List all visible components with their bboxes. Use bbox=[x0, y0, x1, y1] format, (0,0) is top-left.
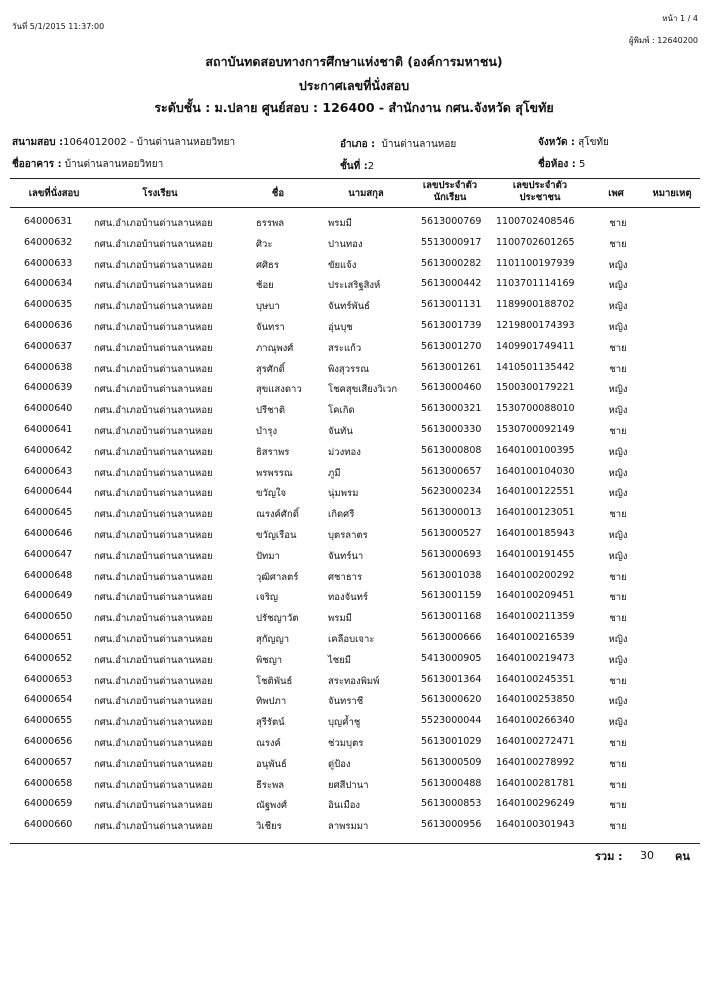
sex: หญิง bbox=[608, 654, 628, 666]
sex: ชาย bbox=[609, 509, 627, 521]
table-row bbox=[0, 382, 708, 403]
seat-number: 64000652 bbox=[24, 652, 73, 664]
student-id: 5613000808 bbox=[421, 444, 482, 456]
last-name: พรมมี bbox=[328, 218, 352, 229]
seat-number: 64000641 bbox=[24, 424, 73, 435]
citizen-id: 1640100301943 bbox=[496, 819, 575, 831]
table-row bbox=[0, 258, 708, 279]
exam-site-value: 1064012002 - บ้านด่านลานหอยวิทยา bbox=[63, 137, 236, 148]
citizen-id: 1640100100395 bbox=[496, 444, 575, 456]
sex: ชาย bbox=[609, 571, 627, 583]
seat-number: 64000633 bbox=[24, 257, 73, 269]
seat-number: 64000638 bbox=[24, 361, 73, 373]
first-name: ทิพปภา bbox=[256, 696, 287, 708]
last-name: เคลือบเจาะ bbox=[328, 634, 375, 645]
student-id: 5613001261 bbox=[421, 361, 482, 373]
sex: หญิง bbox=[608, 467, 628, 479]
sex: หญิง bbox=[608, 301, 628, 313]
table-row bbox=[0, 778, 708, 799]
first-name: พิชญา bbox=[256, 654, 283, 666]
school-name: กศน.อำเภอบ้านด่านลานหอย bbox=[94, 821, 213, 833]
school-name: กศน.อำเภอบ้านด่านลานหอย bbox=[94, 592, 213, 604]
citizen-id: 1640100266340 bbox=[496, 715, 575, 727]
first-name: เจริญ bbox=[256, 592, 279, 604]
last-name: พิงสุวรรณ bbox=[328, 363, 370, 375]
floor-label: ชั้นที่ : bbox=[340, 161, 368, 172]
school-name: กศน.อำเภอบ้านด่านลานหอย bbox=[94, 779, 213, 791]
table-row bbox=[0, 798, 708, 819]
seat-number: 64000642 bbox=[24, 444, 73, 456]
first-name: ขวัญใจ bbox=[256, 488, 287, 500]
table-row bbox=[0, 819, 708, 840]
floor-value: 2 bbox=[367, 161, 375, 172]
school-name: กศน.อำเภอบ้านด่านลานหอย bbox=[94, 342, 213, 354]
seat-number: 64000645 bbox=[24, 507, 73, 519]
student-id: 5613000527 bbox=[421, 528, 482, 539]
col-last-name: นามสกุล bbox=[348, 188, 384, 199]
col-seat: เลขที่นั่งสอบ bbox=[28, 188, 80, 199]
table-row bbox=[0, 757, 708, 778]
seat-number: 64000646 bbox=[24, 528, 73, 539]
announcement-title: ประกาศเลขที่นั่งสอบ bbox=[298, 78, 410, 93]
first-name: โชติพันธ์ bbox=[256, 675, 293, 687]
last-name: จันทร์นา bbox=[328, 550, 364, 562]
institute-title: สถาบันทดสอบทางการศึกษาแห่งชาติ (องค์การมหาชน) bbox=[205, 54, 503, 69]
district bbox=[340, 137, 456, 152]
first-name: สุรศักดิ์ bbox=[256, 363, 285, 375]
school-name: กศน.อำเภอบ้านด่านลานหอย bbox=[94, 738, 213, 749]
seat-number: 64000631 bbox=[24, 216, 73, 227]
first-name: ภาณุพงศ์ bbox=[256, 342, 294, 354]
last-name: โชคสุขเสียงวิเวก bbox=[328, 384, 398, 396]
last-name: จันทัน bbox=[328, 426, 353, 437]
school-name: กศน.อำเภอบ้านด่านลานหอย bbox=[94, 571, 213, 583]
table-row bbox=[0, 278, 708, 299]
sex: ชาย bbox=[609, 613, 627, 625]
last-name: สระทองพิมพ์ bbox=[328, 675, 380, 687]
table-row bbox=[0, 445, 708, 466]
sex: หญิง bbox=[608, 405, 628, 417]
school-name: กศน.อำเภอบ้านด่านลานหอย bbox=[94, 530, 213, 541]
level-center-title: ระดับชั้น : ม.ปลาย ศูนย์สอบ : 126400 - สำนักงาน กศน.จังหวัด สุโขทัย bbox=[154, 100, 554, 115]
sex: หญิง bbox=[608, 322, 628, 333]
printer-id: ผู้พิมพ์ : 12640200 bbox=[628, 36, 698, 45]
student-id: 5623000234 bbox=[421, 486, 482, 498]
seat-number: 64000649 bbox=[24, 590, 73, 602]
citizen-id: 1640100219473 bbox=[496, 652, 575, 664]
first-name: วุฒิศาลตร์ bbox=[256, 571, 299, 583]
table-row bbox=[0, 570, 708, 591]
sex: ชาย bbox=[609, 821, 627, 833]
total-label: รวม : bbox=[595, 850, 623, 863]
floor bbox=[340, 159, 374, 174]
school-name: กศน.อำเภอบ้านด่านลานหอย bbox=[94, 259, 213, 271]
sex: ชาย bbox=[609, 779, 627, 791]
school-name: กศน.อำเภอบ้านด่านลานหอย bbox=[94, 280, 213, 292]
room-label: ชื่อห้อง : bbox=[538, 159, 576, 170]
school-name: กศน.อำเภอบ้านด่านลานหอย bbox=[94, 384, 213, 396]
seat-number: 64000654 bbox=[24, 694, 73, 706]
citizen-id: 1640100216539 bbox=[496, 632, 575, 643]
first-name: อนุพันธ์ bbox=[256, 758, 287, 770]
seat-number: 64000659 bbox=[24, 798, 73, 810]
school-name: กศน.อำเภอบ้านด่านลานหอย bbox=[94, 717, 213, 729]
student-id: 5613000509 bbox=[421, 756, 482, 768]
last-name: ปานทอง bbox=[328, 238, 363, 250]
first-name: ปรัชญาวัต bbox=[256, 613, 299, 625]
last-name: ทองจันทร์ bbox=[328, 592, 369, 604]
building-value: บ้านด่านลานหอยวิทยา bbox=[64, 159, 164, 170]
table-row bbox=[0, 507, 708, 528]
citizen-id: 1530700092149 bbox=[496, 424, 575, 435]
col-sex: เพศ bbox=[608, 188, 624, 199]
seat-number: 64000636 bbox=[24, 320, 73, 331]
sex: หญิง bbox=[608, 488, 628, 500]
citizen-id: 1640100104030 bbox=[496, 465, 575, 477]
col-first-name: ชื่อ bbox=[271, 188, 285, 199]
table-row bbox=[0, 632, 708, 653]
sex: ชาย bbox=[609, 592, 627, 604]
table-row bbox=[0, 320, 708, 341]
sex: หญิง bbox=[608, 530, 628, 541]
citizen-id: 1100702408546 bbox=[496, 216, 575, 227]
seat-number: 64000644 bbox=[24, 486, 73, 498]
citizen-id: 1640100122551 bbox=[496, 486, 575, 498]
citizen-id: 1640100245351 bbox=[496, 673, 575, 685]
table-row bbox=[0, 715, 708, 736]
last-name: อุ่นบุช bbox=[328, 322, 353, 333]
table-row bbox=[0, 299, 708, 320]
seat-number: 64000658 bbox=[24, 777, 73, 789]
school-name: กศน.อำเภอบ้านด่านลานหอย bbox=[94, 238, 213, 250]
seat-number: 64000647 bbox=[24, 548, 73, 560]
school-name: กศน.อำเภอบ้านด่านลานหอย bbox=[94, 446, 213, 458]
citizen-id: 1640100278992 bbox=[496, 756, 575, 768]
first-name: พรพรรณ bbox=[256, 467, 293, 479]
last-name: ไชยมี bbox=[328, 654, 352, 666]
school-name: กศน.อำเภอบ้านด่านลานหอย bbox=[94, 363, 213, 375]
student-id: 5523000044 bbox=[421, 715, 482, 727]
school-name: กศน.อำเภอบ้านด่านลานหอย bbox=[94, 550, 213, 562]
student-id: 5613000282 bbox=[421, 257, 482, 269]
citizen-id: 1640100185943 bbox=[496, 528, 575, 539]
seat-number: 64000653 bbox=[24, 673, 73, 685]
first-name: ณรงค์ศักดิ์ bbox=[256, 509, 299, 521]
table-row bbox=[0, 237, 708, 258]
table-row bbox=[0, 362, 708, 383]
seat-number: 64000657 bbox=[24, 756, 73, 768]
exam-site bbox=[12, 135, 235, 150]
table-top-rule bbox=[10, 178, 700, 179]
total-value: 30 bbox=[640, 849, 654, 862]
room-value: 5 bbox=[578, 159, 586, 170]
last-name: เกิดศรี bbox=[328, 509, 355, 521]
col-note: หมายเหตุ bbox=[652, 188, 692, 199]
citizen-id: 1410501135442 bbox=[496, 361, 575, 373]
student-id: 5613000956 bbox=[421, 819, 482, 831]
col-school: โรงเรียน bbox=[142, 188, 178, 199]
table-row bbox=[0, 674, 708, 695]
last-name: ประเสริฐสิงห์ bbox=[328, 280, 381, 292]
first-name: ปรีชาติ bbox=[256, 405, 286, 417]
sex: ชาย bbox=[609, 738, 627, 749]
citizen-id: 1640100191455 bbox=[496, 548, 575, 560]
first-name: บำรุง bbox=[256, 426, 278, 437]
school-name: กศน.อำเภอบ้านด่านลานหอย bbox=[94, 696, 213, 708]
student-id: 5613000853 bbox=[421, 798, 482, 810]
student-id: 5613000460 bbox=[421, 382, 482, 394]
province bbox=[538, 135, 609, 150]
citizen-id: 1640100209451 bbox=[496, 590, 575, 602]
last-name: ภูมี bbox=[328, 467, 341, 479]
sex: ชาย bbox=[609, 218, 627, 229]
table-row bbox=[0, 486, 708, 507]
table-row bbox=[0, 549, 708, 570]
sex: ชาย bbox=[609, 238, 627, 250]
citizen-id: 1409901749411 bbox=[496, 340, 575, 352]
col-citizen-id: เลขประจำตัว ประชาชน bbox=[512, 180, 568, 203]
student-id: 5613000488 bbox=[421, 777, 482, 789]
first-name: สุรีรัตน์ bbox=[256, 717, 285, 729]
citizen-id: 1100702601265 bbox=[496, 236, 575, 248]
first-name: บุษบา bbox=[256, 301, 280, 313]
table-row bbox=[0, 736, 708, 757]
last-name: ช่วมบุตร bbox=[328, 738, 364, 749]
citizen-id: 1189900188702 bbox=[496, 299, 575, 311]
sex: ชาย bbox=[609, 363, 627, 375]
citizen-id: 1640100200292 bbox=[496, 569, 575, 581]
sex: ชาย bbox=[609, 800, 627, 812]
student-id: 5613000693 bbox=[421, 548, 482, 560]
room bbox=[538, 157, 585, 172]
citizen-id: 1640100253850 bbox=[496, 694, 575, 706]
sex: หญิง bbox=[608, 259, 628, 271]
seat-number: 64000660 bbox=[24, 819, 73, 831]
school-name: กศน.อำเภอบ้านด่านลานหอย bbox=[94, 634, 213, 645]
building-label: ชื่ออาคาร : bbox=[12, 159, 62, 170]
student-id: 5613000620 bbox=[421, 694, 482, 706]
table-row bbox=[0, 611, 708, 632]
seat-number: 64000648 bbox=[24, 569, 73, 581]
first-name: ณัฐพงศ์ bbox=[256, 800, 287, 812]
table-row bbox=[0, 424, 708, 445]
first-name: ธีระพล bbox=[256, 779, 285, 791]
province-value: สุโขทัย bbox=[578, 137, 609, 148]
last-name: นุ่มพรม bbox=[328, 488, 359, 500]
citizen-id: 1640100281781 bbox=[496, 777, 575, 789]
total-unit: คน bbox=[675, 850, 690, 863]
table-row bbox=[0, 590, 708, 611]
citizen-id: 1500300179221 bbox=[496, 382, 575, 394]
seat-number: 64000635 bbox=[24, 299, 73, 311]
last-name: ม่วงทอง bbox=[328, 446, 361, 458]
school-name: กศน.อำเภอบ้านด่านลานหอย bbox=[94, 301, 213, 313]
first-name: ศิวะ bbox=[256, 238, 273, 250]
last-name: จันทร์พันธ์ bbox=[328, 301, 370, 313]
student-id: 5613001168 bbox=[421, 611, 482, 623]
table-row bbox=[0, 403, 708, 424]
first-name: วิเชียร bbox=[256, 821, 282, 833]
table-row bbox=[0, 694, 708, 715]
province-label: จังหวัด : bbox=[538, 137, 575, 148]
sex: หญิง bbox=[608, 634, 628, 645]
first-name: ธิสราพร bbox=[256, 446, 290, 458]
student-id: 5613001159 bbox=[421, 590, 482, 602]
last-name: จันทราชี bbox=[328, 696, 364, 708]
district-value: บ้านด่านลานหอย bbox=[381, 139, 457, 150]
student-id: 5613001029 bbox=[421, 736, 482, 747]
sex: ชาย bbox=[609, 758, 627, 770]
seat-number: 64000650 bbox=[24, 611, 73, 623]
table-row bbox=[0, 216, 708, 237]
sex: หญิง bbox=[608, 550, 628, 562]
first-name: ปัทมา bbox=[256, 550, 280, 562]
school-name: กศน.อำเภอบ้านด่านลานหอย bbox=[94, 758, 213, 770]
last-name: ลาพรมมา bbox=[328, 821, 369, 833]
citizen-id: 1103701114169 bbox=[496, 278, 575, 290]
first-name: ธรรพล bbox=[256, 218, 285, 229]
school-name: กศน.อำเภอบ้านด่านลานหอย bbox=[94, 218, 213, 229]
sex: หญิง bbox=[608, 384, 628, 396]
building bbox=[12, 157, 163, 172]
table-row bbox=[0, 341, 708, 362]
student-id: 5613001364 bbox=[421, 673, 482, 685]
student-id: 5513000917 bbox=[421, 236, 482, 248]
first-name: จันทรา bbox=[256, 322, 285, 333]
table-row bbox=[0, 466, 708, 487]
last-name: บุญค้ำชู bbox=[328, 717, 361, 729]
last-name: โคเกิด bbox=[328, 405, 355, 417]
student-id: 5613000442 bbox=[421, 278, 482, 290]
student-id: 5613000013 bbox=[421, 507, 482, 519]
seat-number: 64000632 bbox=[24, 236, 73, 248]
citizen-id: 1640100211359 bbox=[496, 611, 575, 623]
sex: ชาย bbox=[609, 675, 627, 687]
school-name: กศน.อำเภอบ้านด่านลานหอย bbox=[94, 322, 213, 333]
student-id: 5613000330 bbox=[421, 424, 482, 435]
citizen-id: 1640100296249 bbox=[496, 798, 575, 810]
school-name: กศน.อำเภอบ้านด่านลานหอย bbox=[94, 509, 213, 521]
student-id: 5613000657 bbox=[421, 465, 482, 477]
table-bottom-rule bbox=[10, 843, 700, 844]
table-row bbox=[0, 653, 708, 674]
sex: ชาย bbox=[609, 426, 627, 437]
last-name: พรมมี bbox=[328, 613, 352, 625]
last-name: ดู่ป้อง bbox=[328, 758, 351, 770]
first-name: สุขแสงดาว bbox=[256, 384, 302, 396]
seat-number: 64000639 bbox=[24, 382, 73, 394]
first-name: สุกัญญา bbox=[256, 634, 290, 645]
last-name: ศชาธาร bbox=[328, 571, 363, 583]
sex: หญิง bbox=[608, 280, 628, 292]
citizen-id: 1101100197939 bbox=[496, 257, 575, 269]
sex: ชาย bbox=[609, 342, 627, 354]
first-name: ศศิธร bbox=[256, 259, 279, 271]
sex: หญิง bbox=[608, 717, 628, 729]
seat-number: 64000655 bbox=[24, 715, 73, 727]
sex: หญิง bbox=[608, 446, 628, 458]
school-name: กศน.อำเภอบ้านด่านลานหอย bbox=[94, 613, 213, 625]
student-id: 5613001038 bbox=[421, 569, 482, 581]
school-name: กศน.อำเภอบ้านด่านลานหอย bbox=[94, 675, 213, 687]
student-id: 5613000321 bbox=[421, 403, 482, 415]
last-name: บุตรลาตร bbox=[328, 530, 368, 541]
seat-number: 64000651 bbox=[24, 632, 73, 643]
table-row bbox=[0, 528, 708, 549]
seat-number: 64000640 bbox=[24, 403, 73, 415]
seat-number: 64000656 bbox=[24, 736, 73, 747]
school-name: กศน.อำเภอบ้านด่านลานหอย bbox=[94, 800, 213, 812]
school-name: กศน.อำเภอบ้านด่านลานหอย bbox=[94, 426, 213, 437]
last-name: สระแก้ว bbox=[328, 342, 362, 354]
last-name: ขัยแจ้ง bbox=[328, 259, 357, 271]
citizen-id: 1219800174393 bbox=[496, 320, 575, 331]
school-name: กศน.อำเภอบ้านด่านลานหอย bbox=[94, 488, 213, 500]
citizen-id: 1640100272471 bbox=[496, 736, 575, 747]
school-name: กศน.อำเภอบ้านด่านลานหอย bbox=[94, 654, 213, 666]
first-name: ขวัญเรือน bbox=[256, 530, 297, 541]
district-label: อำเภอ : bbox=[340, 139, 376, 150]
student-id: 5613000666 bbox=[421, 632, 482, 643]
citizen-id: 1530700088010 bbox=[496, 403, 575, 415]
student-id: 5613001739 bbox=[421, 320, 482, 331]
student-id: 5613000769 bbox=[421, 216, 482, 227]
school-name: กศน.อำเภอบ้านด่านลานหอย bbox=[94, 405, 213, 417]
school-name: กศน.อำเภอบ้านด่านลานหอย bbox=[94, 467, 213, 479]
seat-number: 64000634 bbox=[24, 278, 73, 290]
sex: หญิง bbox=[608, 696, 628, 708]
exam-site-label: สนามสอบ : bbox=[12, 137, 64, 148]
student-id: 5613001270 bbox=[421, 340, 482, 352]
seat-number: 64000637 bbox=[24, 340, 73, 352]
first-name: ณรงค์ bbox=[256, 738, 281, 749]
first-name: ช้อย bbox=[256, 280, 274, 292]
col-student-id: เลขประจำตัว นักเรียน bbox=[422, 180, 478, 203]
last-name: ยศสีปานา bbox=[328, 779, 369, 791]
page-number: หน้า 1 / 4 bbox=[662, 14, 698, 23]
last-name: อินเมือง bbox=[328, 800, 361, 812]
student-id: 5613001131 bbox=[421, 299, 482, 311]
table-header-rule bbox=[10, 207, 700, 208]
seat-number: 64000643 bbox=[24, 465, 73, 477]
citizen-id: 1640100123051 bbox=[496, 507, 575, 519]
student-id: 5413000905 bbox=[421, 652, 482, 664]
print-date: วันที่ 5/1/2015 11:37:00 bbox=[12, 22, 105, 31]
